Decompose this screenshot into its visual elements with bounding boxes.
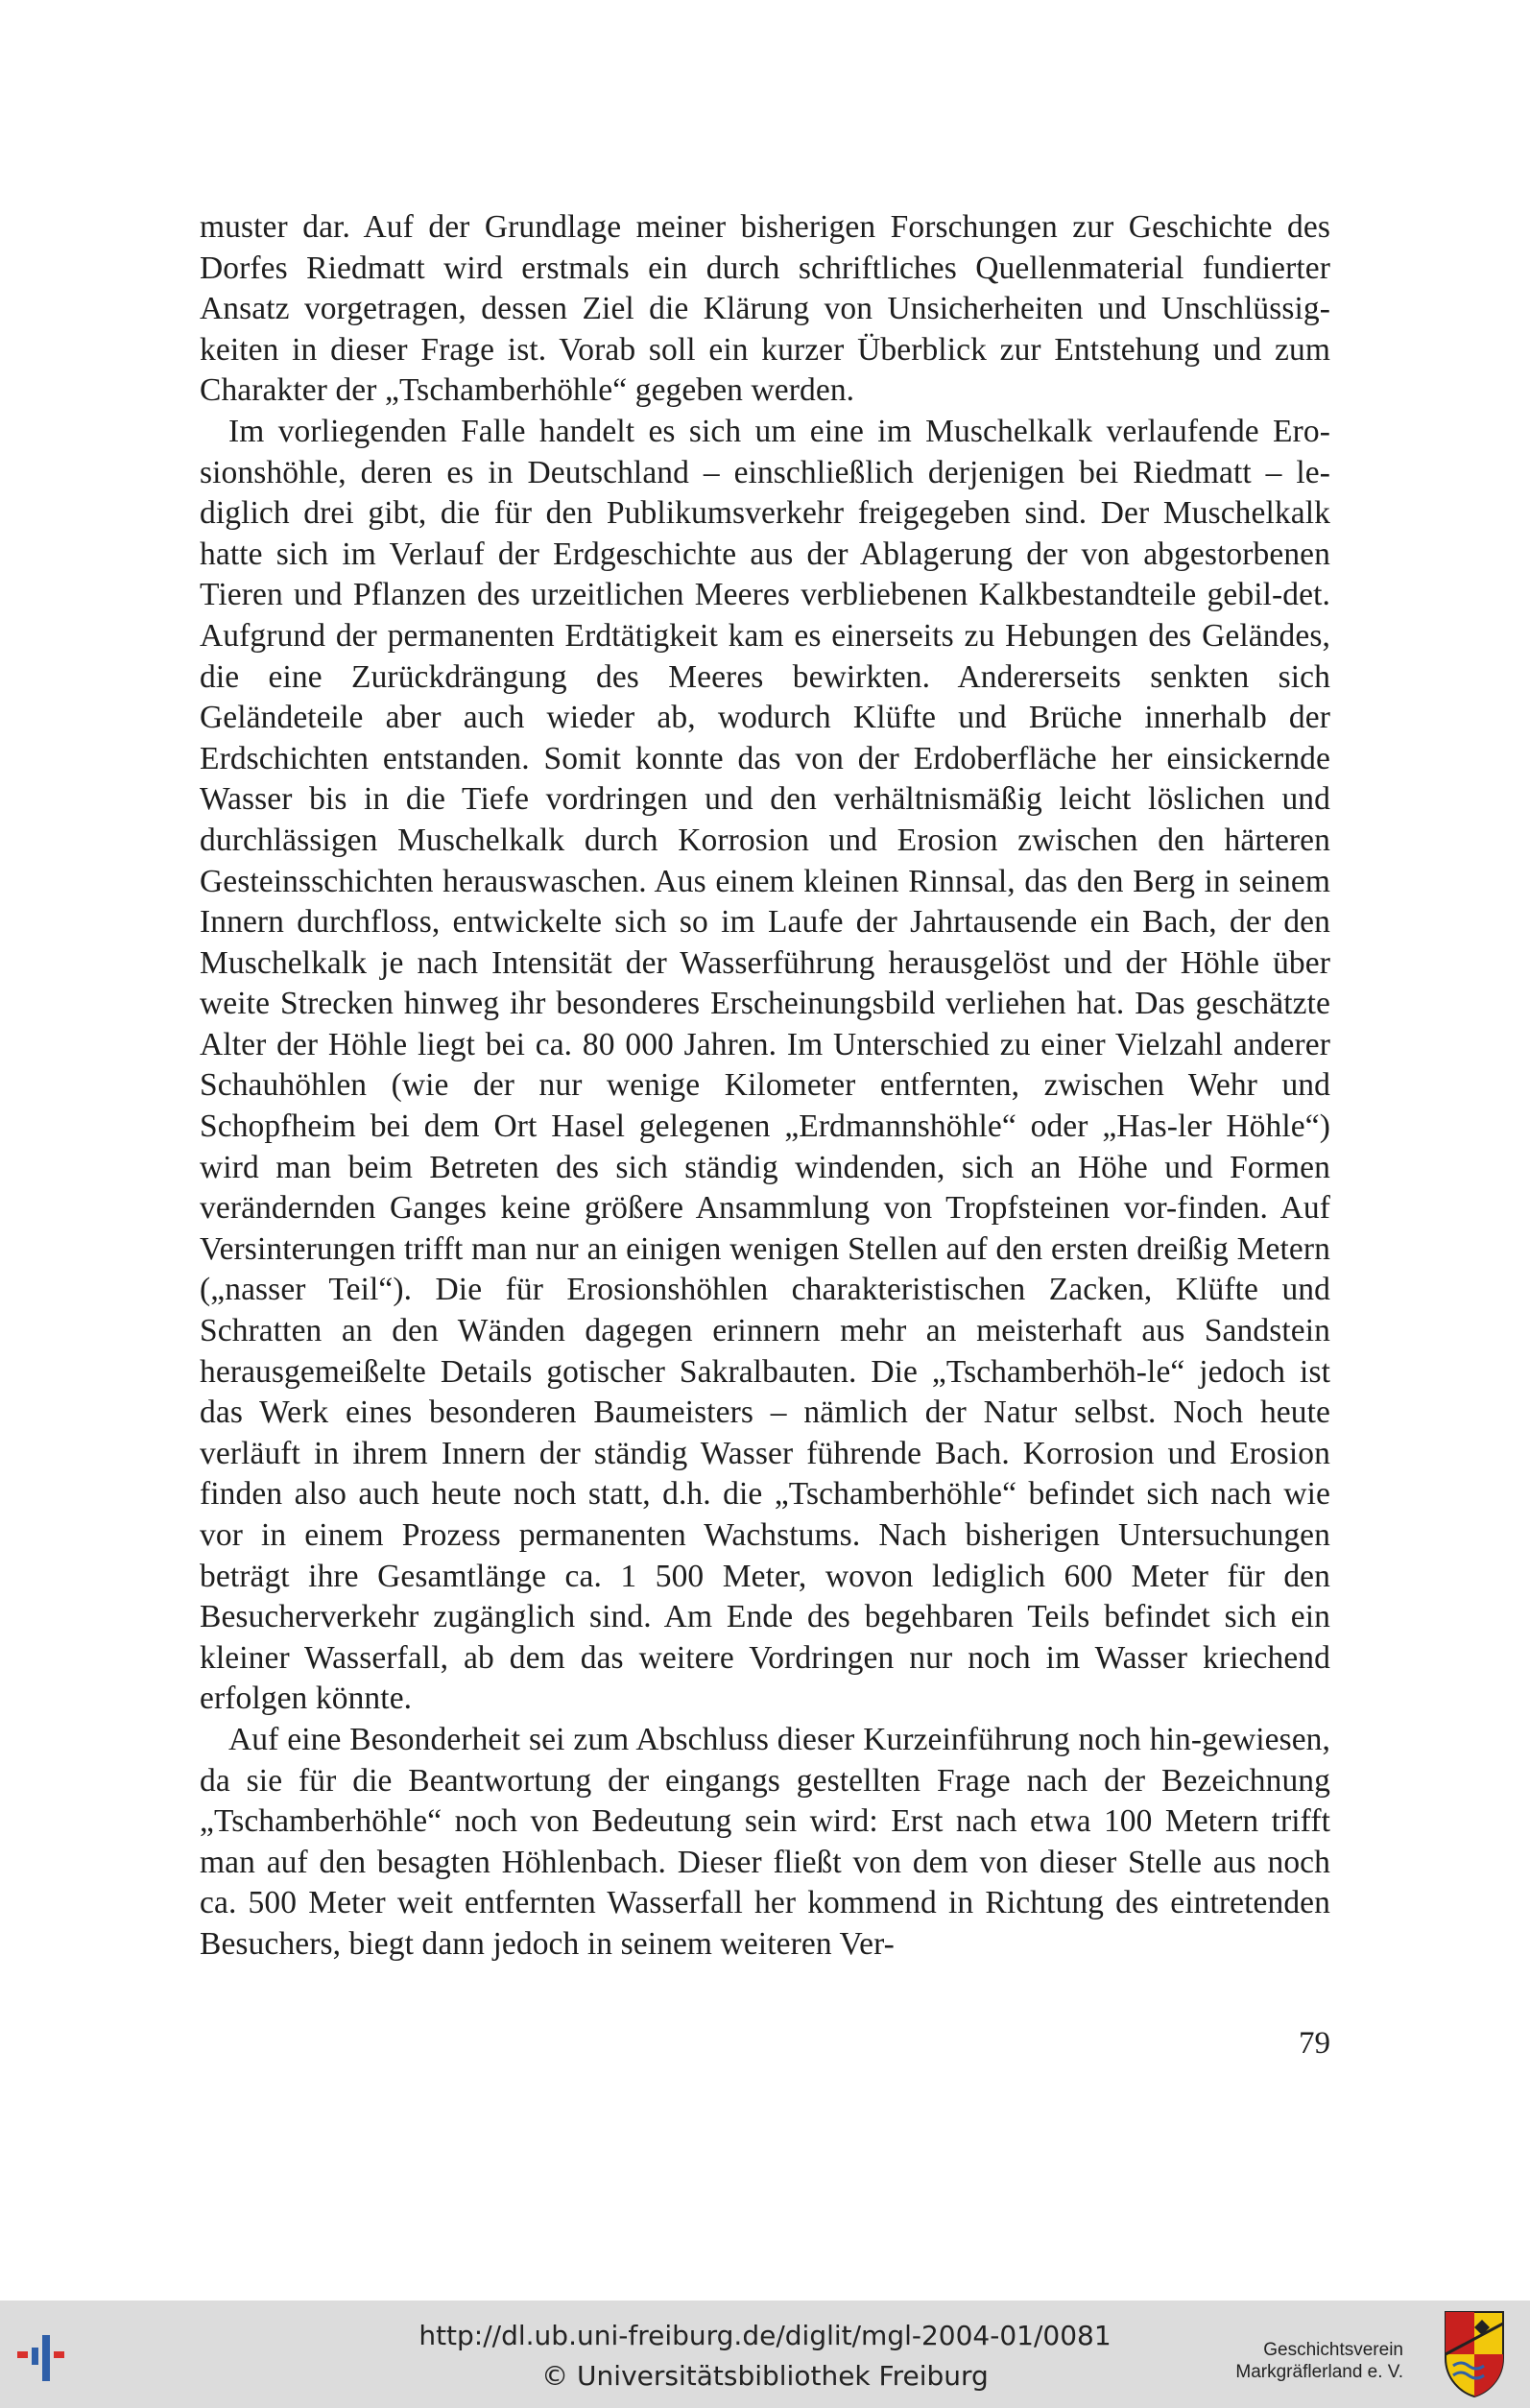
society-name-line-1: Geschichtsverein [1263, 2340, 1403, 2360]
paragraph-2: Im vorliegenden Falle handelt es sich um eine im Muschelkalk verlaufende Ero-sionshöhle, deren es in Deutschland – einschließlich derjenigen bei Riedmatt – le-diglich drei gibt, die für den Publikumsverkehr freigegeben sind. Der Muschelkalk hatte sich im Verlauf der Erdgeschichte aus der Ablagerung der von abgestorbenen Tieren und Pflanzen des urzeitlichen Meeres verbliebenen Kalkbestandteile gebil-det. Aufgrund der permanenten Erdtätigkeit kam es einerseits zu Hebungen des Geländes, die eine Zurückdrängung des Meeres bewirkten. Andererseits senkten sich Geländeteile aber auch wieder ab, wodurch Klüfte und Brüche innerhalb der Erdschichten entstanden. Somit konnte das von der Erdoberfläche her einsickernde Wasser bis in die Tiefe vordringen und den verhältnismäßig leicht löslichen und durchlässigen Muschelkalk durch Korrosion und Erosion zwischen den härteren Gesteinsschichten herauswaschen. Aus einem kleinen Rinnsal, das den Berg in seinem Innern durchfloss, entwickelte sich so im Laufe der Jahrtausende ein Bach, der den Muschelkalk je nach Intensität der Wasserführung herausgelöst und der Höhle über weite Strecken hinweg ihr besonderes Erscheinungsbild verliehen hat. Das geschätzte Alter der Höhle liegt bei ca. 80 000 Jahren. Im Unterschied zu einer Vielzahl anderer Schauhöhlen (wie der nur wenige Kilometer entfernten, zwischen Wehr und Schopfheim bei dem Ort Hasel gelegenen „Erdmannshöhle“ oder „Has-ler Höhle“) wird man beim Betreten des sich ständig windenden, sich an Höhe und Formen verändernden Ganges keine größere Ansammlung von Tropfsteinen vor-finden. Auf Versinterungen trifft man nur an einigen wenigen Stellen auf den ersten dreißig Metern („nasser Teil“). Die für Erosionshöhlen charakteristischen Zacken, Klüfte und Schratten an den Wänden dagegen erinnern mehr an meisterhaft aus Sandstein herausgemeißelte Details gotischer Sakralbauten. Die „Tschamberhöh-le“ jedoch ist das Werk eines besonderen Baumeisters – nämlich der Natur selbst. Noch heute verläuft in ihrem Innern der ständig Wasser führende Bach. Korrosion und Erosion finden also auch heute noch statt, d.h. die „Tschamberhöhle“ befindet sich nach wie vor in einem Prozess permanenten Wachstums. Nach bisherigen Untersuchungen beträgt ihre Gesamtlänge ca. 1 500 Meter, wovon lediglich 600 Meter für den Besucherverkehr zugänglich sind. Am Ende des begehbaren Teils befindet sich ein kleiner Wasserfall, ab dem das weitere Vordringen nur noch im Wasser kriechend erfolgen könnte. [200, 413, 1330, 1717]
footer-url-link[interactable]: http://dl.ub.uni-freiburg.de/diglit/mgl-2004-01/0081 [418, 2320, 1112, 2351]
footer-copyright: © Universitätsbibliothek Freiburg [541, 2360, 989, 2392]
society-name-line-2: Markgräflerland e. V. [1235, 2362, 1403, 2382]
footer-bar [0, 2301, 1530, 2408]
coat-of-arms-icon[interactable] [1444, 2310, 1505, 2398]
society-name [1235, 2339, 1403, 2383]
page-body [200, 207, 1330, 1966]
page-number: 79 [1299, 2026, 1330, 2061]
paragraph-1: muster dar. Auf der Grundlage meiner bisherigen Forschungen zur Geschichte des Dorfes Riedmatt wird erstmals ein durch schriftliches Quellenmaterial fundierter Ansatz vorgetragen, dessen Ziel die Klärung von Unsicherheiten und Unschlüssig-keiten in dieser Frage ist. Vorab soll ein kurzer Überblick zur Entstehung und zum Charakter der „Tschamberhöhle“ gegeben werden. [200, 209, 1330, 409]
paragraph-3: Auf eine Besonderheit sei zum Abschluss dieser Kurzeinführung noch hin-gewiesen, da sie für die Beantwortung der eingangs gestellten Frage nach der Bezeichnung „Tschamberhöhle“ noch von Bedeutung sein wird: Erst nach etwa 100 Metern trifft man auf den besagten Höhlenbach. Dieser fließt von dem von dieser Stelle aus noch ca. 500 Meter weit entfernten Wasserfall her kommend in Richtung des eintretenden Besuchers, biegt dann jedoch in seinem weiteren Ver- [200, 1721, 1330, 1962]
